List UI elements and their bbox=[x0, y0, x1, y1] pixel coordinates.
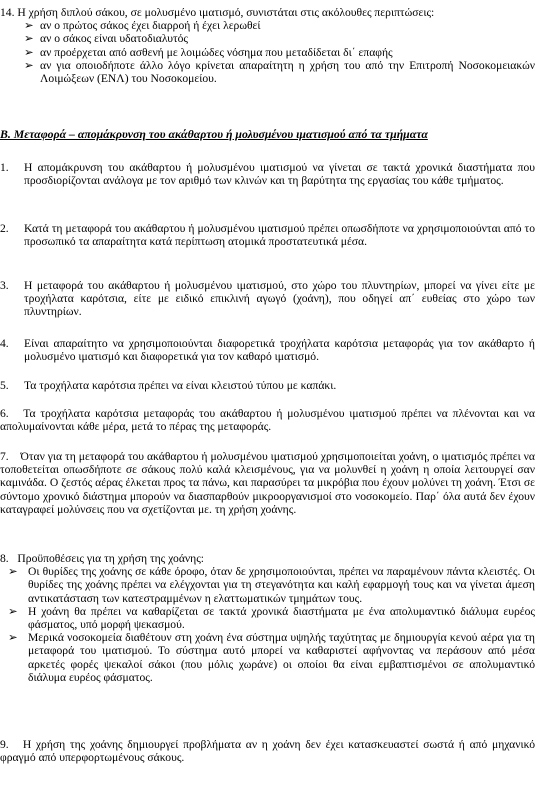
item-number: 8. bbox=[0, 552, 9, 565]
list-item bbox=[0, 337, 535, 363]
arrow-bullet-icon: ➢ bbox=[24, 32, 34, 46]
item-number: 5. bbox=[0, 379, 9, 392]
item-text: Τα τροχήλατα καρότσια πρέπει να είναι κλειστού τύπου με καπάκι. bbox=[24, 379, 337, 392]
item-14 bbox=[0, 6, 535, 85]
item-14-bullet: ➢ αν προέρχεται από ασθενή με λοιμώδες νόσημα που μεταδίδεται δι΄ επαφής bbox=[24, 45, 393, 59]
item-text: Είναι απαραίτητο να χρησιμοποιούνται διαφορετικά τροχήλατα καρότσια μεταφοράς για τον ακάθαρτο ή μολυσμένο ιματισμό και διαφορετικά για τον καθαρό ιματισμό. bbox=[24, 337, 535, 364]
section-title: Β. Μεταφορά – απομάκρυνση του ακάθαρτου ή μολυσμένου ιματισμού από τα τμήματα bbox=[0, 127, 428, 141]
list-item bbox=[0, 161, 535, 187]
item-text: Η χρήση της χοάνης δημιουργεί προβλήματα αν η χοάνη δεν έχει κατασκευαστεί σωστά ή από μηχανικό φραγμό από υπερφορτωμένους σάκους. bbox=[0, 738, 535, 765]
list-item bbox=[0, 407, 535, 433]
item-9 bbox=[0, 738, 535, 764]
list-item bbox=[0, 222, 535, 248]
item-number: 6. bbox=[0, 407, 9, 420]
arrow-bullet-icon: ➢ bbox=[8, 565, 18, 579]
item-text: Η μεταφορά του ακάθαρτου ή μολυσμένου ιματισμού, στο χώρο του πλυντηρίων, μπορεί να γίνει είτε με τροχήλατα καρότσια, είτε με ειδικό επικλινή αγωγό (χοάνη), που οδηγεί απ΄ ευθείας στο χώρο των πλυντηρίων. bbox=[24, 279, 535, 319]
item-text: Η απομάκρυνση του ακάθαρτου ή μολυσμένου ιματισμού να γίνεται σε τακτά χρονικά διαστήματα που προσδιορίζονται ανάλογα με τον αριθμό των κλινών και τη βαρύτητα της εργασίας του κάθε τμήματος. bbox=[24, 161, 535, 188]
item-8 bbox=[0, 552, 535, 684]
item-text: Κατά τη μεταφορά του ακάθαρτου ή μολυσμένου ιματισμού πρέπει οπωσδήποτε να χρησιμοποιούνται από το προσωπικό τα απαραίτητα κατά περίπτωση ατομικά προστατευτικά μέσα. bbox=[24, 222, 535, 249]
item-14-bullet: ➢ αν ο πρώτος σάκος έχει διαρροή ή έχει λερωθεί bbox=[24, 19, 261, 33]
item-14-bullet: ➢ αν ο σάκος είναι υδατοδιαλυτός bbox=[24, 32, 189, 46]
list-item bbox=[0, 279, 535, 319]
item-8-bullet: ➢ Οι θυρίδες της χοάνης σε κάθε όροφο, όταν δε χρησιμοποιούνται, πρέπει να παραμένουν πάντα κλειστές. Οι θυρίδες της χοάνης πρέπει να ελέγχονται για τη στεγανότητα και καλή εφαρμογή τους και να γίνεται άμεση αντικατάσταση των κατεστραμμένων η ελαττωματικών τμημάτων τους. bbox=[8, 565, 535, 605]
arrow-bullet-icon: ➢ bbox=[24, 19, 34, 33]
item-text: Προϋποθέσεις για τη χρήση της χοάνης: bbox=[17, 552, 205, 565]
arrow-bullet-icon: ➢ bbox=[24, 58, 34, 72]
item-number: 2. bbox=[0, 222, 9, 235]
item-text: Όταν για τη μεταφορά του ακάθαρτου ή μολυσμένου ιματισμού χρησιμοποιείται χοάνη, ο ιματισμός πρέπει να τοποθετείται οπωσδήποτε σε σάκους πολύ καλά κλεισμένους, για να μολυνθεί η χοάνη η οποία λειτουργεί σαν καμινάδα. Ο ζεστός αέρας έλκεται προς τα πάνω, και παρασύρει τα μικρόβια που έχουν μολύνει τη χοάνη. Έτσι σε σύντομο χρονικό διάστημα μπορούν να διασπαρθούν μικροοργανισμοί στο νοσοκομείο. Παρ΄ όλα αυτά δεν έχουν καταγραφεί μολύνσεις που να σχετίζονται με. τη χρήση χοάνης. bbox=[0, 450, 536, 516]
item-14-intro: 14. Η χρήση διπλού σάκου, σε μολυσμένο ιματισμό, συνιστάται στις ακόλουθες περιπτώσεις: bbox=[0, 6, 435, 19]
item-14-bullet: ➢ αν για οποιοδήποτε άλλο λόγο κρίνεται απαραίτητη η χρήση του από την Επιτροπή Νοσοκομειακών Λοιμώξεων (ΕΝΛ) του Νοσοκομείου. bbox=[24, 58, 535, 86]
item-text: Τα τροχήλατα καρότσια μεταφοράς του ακάθαρτου ή μολυσμένου ιματισμού πρέπει να πλένονται και να απολυμαίνονται κάθε μέρα, μετά το πέρας της μεταφοράς. bbox=[0, 407, 535, 434]
item-number: 4. bbox=[0, 337, 9, 350]
arrow-bullet-icon: ➢ bbox=[8, 604, 18, 618]
item-8-bullet: ➢ Η χοάνη θα πρέπει να καθαρίζεται σε τακτά χρονικά διαστήματα με ένα απολυμαντικό διάλυμα ευρέος φάσματος, υπό μορφή ψεκασμού. bbox=[8, 604, 535, 632]
item-number: 3. bbox=[0, 279, 9, 292]
list-item bbox=[0, 379, 535, 392]
item-number: 1. bbox=[0, 161, 9, 174]
section-b-heading bbox=[0, 128, 535, 141]
item-8-bullet: ➢ Μερικά νοσοκομεία διαθέτουν στη χοάνη ένα σύστημα υψηλής ταχύτητας με δημιουργία κενού αέρα για τη μεταφορά του ιματισμού. Το σύστημα αυτό μπορεί να καθαριστεί αφήνοντας να περάσουν από μέσα αρκετές φορές ψεκαλοί σάκοι (που μόλις χωράνε) οι οποίοι θα είναι εμβαπτισμένοι σε απολυμαντικό διάλυμα ευρέος φάσματος. bbox=[8, 631, 535, 684]
arrow-bullet-icon: ➢ bbox=[24, 45, 34, 59]
item-number: 9. bbox=[0, 738, 9, 751]
item-number: 7. bbox=[0, 450, 9, 463]
list-item bbox=[0, 450, 535, 516]
arrow-bullet-icon: ➢ bbox=[8, 631, 18, 645]
